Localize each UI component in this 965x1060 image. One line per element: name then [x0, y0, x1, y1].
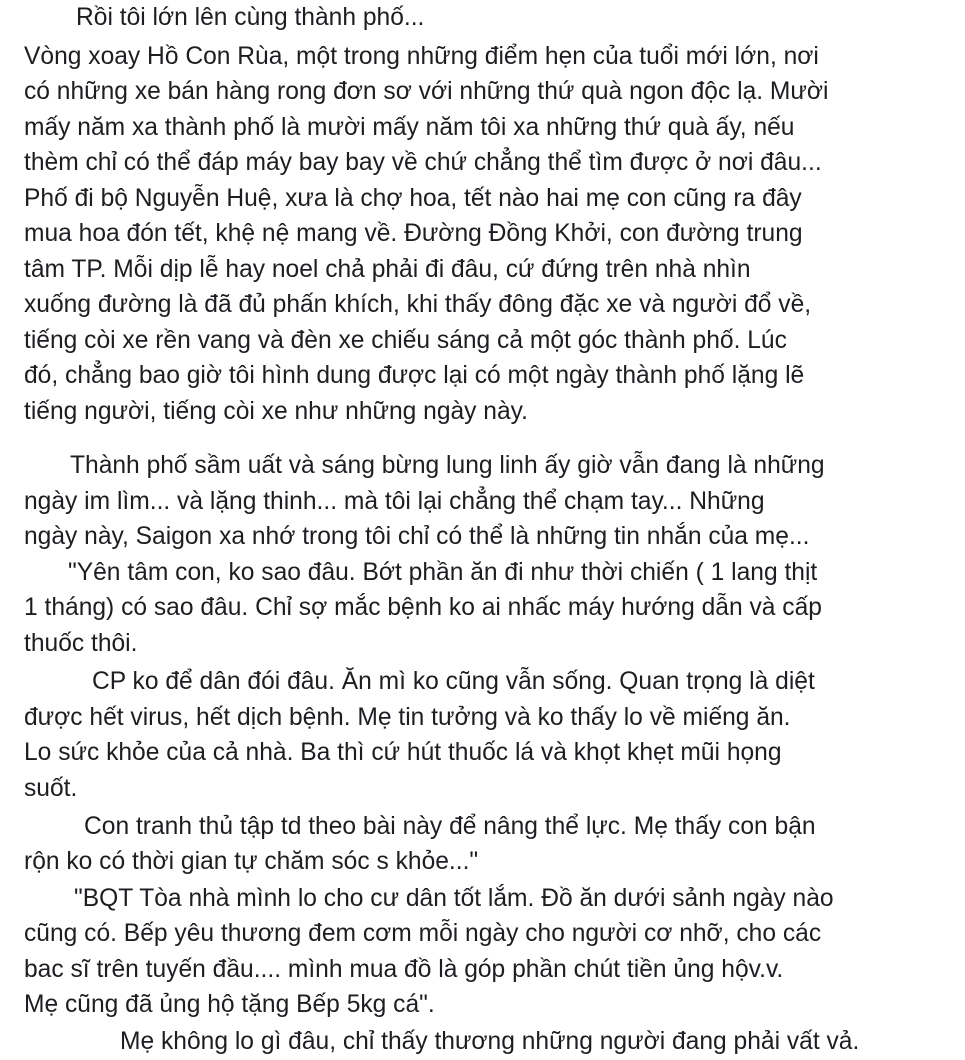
text-line: được hết virus, hết dịch bệnh. Mẹ tin tưởng và ko thấy lo về miếng ăn. — [24, 704, 791, 731]
text-line: ngày im lìm... và lặng thinh... mà tôi lại chẳng thể chạm tay... Những — [24, 488, 765, 515]
text-line: Phố đi bộ Nguyễn Huệ, xưa là chợ hoa, tết nào hai mẹ con cũng ra đây — [24, 185, 802, 212]
text-line: Vòng xoay Hồ Con Rùa, một trong những điểm hẹn của tuổi mới lớn, nơi — [24, 43, 819, 70]
text-line: Thành phố sầm uất và sáng bừng lung linh ấy giờ vẫn đang là những — [70, 452, 825, 479]
text-line: có những xe bán hàng rong đơn sơ với những thứ quà ngon độc lạ. Mười — [24, 78, 829, 105]
text-line: đó, chẳng bao giờ tôi hình dung được lại có một ngày thành phố lặng lẽ — [24, 362, 805, 389]
text-line: bac sĩ trên tuyến đầu.... mình mua đồ là góp phần chút tiền ủng hộv.v. — [24, 956, 784, 983]
text-line: mấy năm xa thành phố là mười mấy năm tôi xa những thứ quà ấy, nếu — [24, 114, 795, 141]
text-line: mua hoa đón tết, khệ nệ mang về. Đường Đồng Khởi, con đường trung — [24, 220, 803, 247]
text-line: cũng có. Bếp yêu thương đem cơm mỗi ngày cho người cơ nhỡ, cho các — [24, 920, 822, 947]
text-line: thuốc thôi. — [24, 630, 138, 657]
text-line: Con tranh thủ tập td theo bài này để nâng thể lực. Mẹ thấy con bận — [84, 813, 816, 840]
text-line: tiếng người, tiếng còi xe như những ngày này. — [24, 398, 528, 425]
text-line: CP ko để dân đói đâu. Ăn mì ko cũng vẫn sống. Quan trọng là diệt — [92, 668, 815, 695]
text-line: rộn ko có thời gian tự chăm sóc s khỏe..." — [24, 848, 479, 875]
text-line: 1 tháng) có sao đâu. Chỉ sợ mắc bệnh ko ai nhấc máy hướng dẫn và cấp — [24, 594, 822, 621]
text-line: "BQT Tòa nhà mình lo cho cư dân tốt lắm. Đồ ăn dưới sảnh ngày nào — [74, 885, 834, 912]
text-line: Lo sức khỏe của cả nhà. Ba thì cứ hút thuốc lá và khọt khẹt mũi họng — [24, 739, 782, 766]
text-line: ngày này, Saigon xa nhớ trong tôi chỉ có thể là những tin nhắn của mẹ... — [24, 523, 810, 550]
text-line: xuống đường là đã đủ phấn khích, khi thấy đông đặc xe và người đổ về, — [24, 291, 812, 318]
text-line: tâm TP. Mỗi dịp lễ hay noel chả phải đi đâu, cứ đứng trên nhà nhìn — [24, 256, 751, 283]
text-line: Rồi tôi lớn lên cùng thành phố... — [76, 4, 425, 31]
text-line: tiếng còi xe rền vang và đèn xe chiếu sáng cả một góc thành phố. Lúc — [24, 327, 787, 354]
text-line: Mẹ cũng đã ủng hộ tặng Bếp 5kg cá". — [24, 991, 435, 1018]
text-line: "Yên tâm con, ko sao đâu. Bớt phần ăn đi như thời chiến ( 1 lang thịt — [68, 559, 818, 586]
text-line: suốt. — [24, 775, 78, 802]
text-line: thèm chỉ có thể đáp máy bay bay về chứ chẳng thể tìm được ở nơi đâu... — [24, 149, 822, 176]
text-line-cutoff: Mẹ không lo gì đâu, chỉ thấy thương những người đang phải vất vả. — [120, 1028, 860, 1055]
